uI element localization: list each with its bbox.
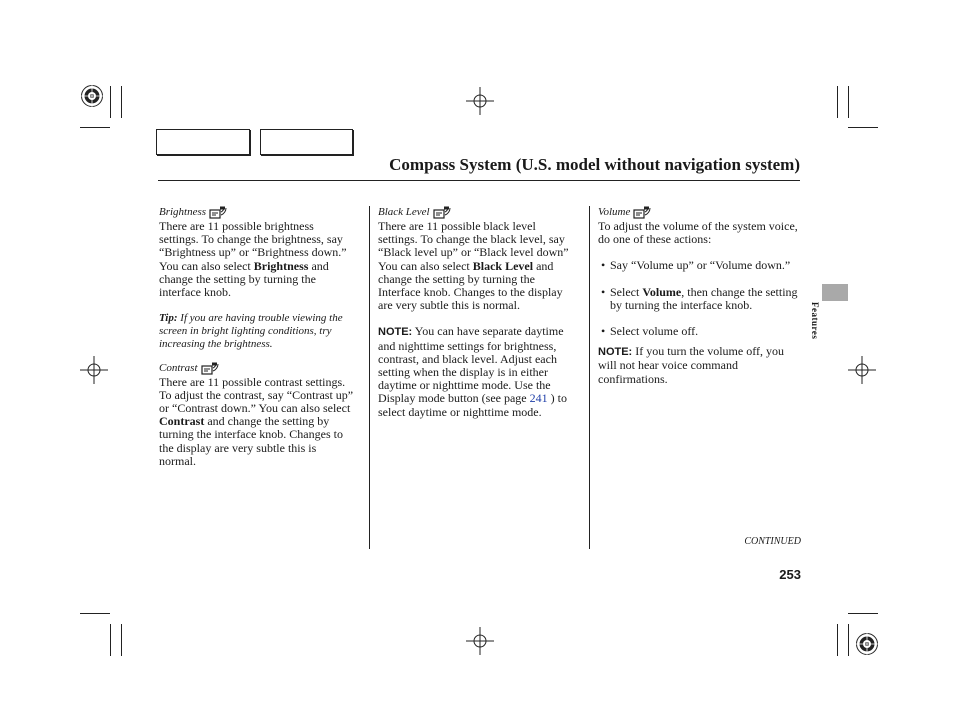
voice-command-icon — [209, 206, 227, 220]
header-tab-box — [260, 129, 353, 155]
list-item: • Select volume off. — [601, 324, 699, 339]
left-column — [159, 206, 356, 468]
right-note: NOTE: If you turn the volume off, you will not hear voice command confirmations. — [598, 344, 784, 386]
crop-mark — [837, 86, 838, 118]
page-number: 253 — [779, 567, 801, 582]
page-title: Compass System (U.S. model without navigation system) — [389, 155, 800, 174]
contrast-heading: Contrast — [159, 362, 356, 376]
voice-command-icon — [201, 362, 219, 376]
section-label: Features — [810, 302, 820, 340]
crop-mark — [110, 86, 111, 118]
crop-mark — [80, 127, 110, 128]
column-divider — [369, 206, 370, 549]
crop-mark — [121, 86, 122, 118]
crop-mark — [80, 613, 110, 614]
voice-command-icon — [433, 206, 451, 220]
crop-mark — [837, 624, 838, 656]
crosshair-icon — [80, 356, 108, 384]
volume-intro: To adjust the volume of the system voice, do one of these actions: — [598, 219, 798, 247]
crop-mark — [848, 86, 849, 118]
crop-mark — [848, 127, 878, 128]
right-column — [598, 206, 800, 386]
crop-mark — [848, 624, 849, 656]
crosshair-icon — [466, 627, 494, 655]
section-tab — [822, 284, 848, 301]
volume-heading: Volume — [598, 206, 800, 220]
title-rule — [158, 180, 800, 181]
page-reference-link[interactable]: 241 — [529, 391, 548, 406]
middle-column — [378, 206, 578, 419]
black-level-heading: Black Level — [378, 206, 578, 220]
continued-label: CONTINUED — [744, 536, 801, 547]
crosshair-icon — [466, 87, 494, 115]
header-tab-box — [156, 129, 250, 155]
column-divider — [589, 206, 590, 549]
crosshair-icon — [848, 356, 876, 384]
middle-note: NOTE: You can have separate daytime and nighttime settings for brightness, contrast, and black level. Adjust each setting when the display is in either daytime or nighttime mode. Use the Display mode button (see page 241 ) to select daytime or nighttime mode. — [378, 324, 567, 419]
black-level-paragraph: There are 11 possible black level settings. To change the black level, say “Black level up” or “Black level down” You can also select Black Level and change the setting by turning the Interface knob. Changes to the display are very subtle this is normal. — [378, 219, 569, 313]
brightness-paragraph: There are 11 possible brightness settings. To change the brightness, say “Brightness up” or “Brightness down.” You can also select Brightness and change the setting by turning the interface knob. — [159, 219, 347, 300]
crop-mark — [121, 624, 122, 656]
crop-mark — [848, 613, 878, 614]
voice-command-icon — [633, 206, 651, 220]
registration-target-icon — [855, 632, 879, 656]
registration-target-icon — [80, 84, 104, 108]
tip-paragraph: Tip: If you are having trouble viewing the screen in bright lighting conditions, try increasing the brightness. — [159, 312, 343, 350]
contrast-paragraph: There are 11 possible contrast settings. To adjust the contrast, say “Contrast up” or “Contrast down.” You can also select Contrast and change the setting by turning the interface knob. Changes to the display are very subtle this is normal. — [159, 374, 354, 468]
brightness-heading: Brightness — [159, 206, 356, 220]
list-item: • Say “Volume up” or “Volume down.” — [601, 258, 791, 273]
crop-mark — [110, 624, 111, 656]
list-item: • Select Volume, then change the setting by turning the interface knob. — [601, 284, 798, 312]
